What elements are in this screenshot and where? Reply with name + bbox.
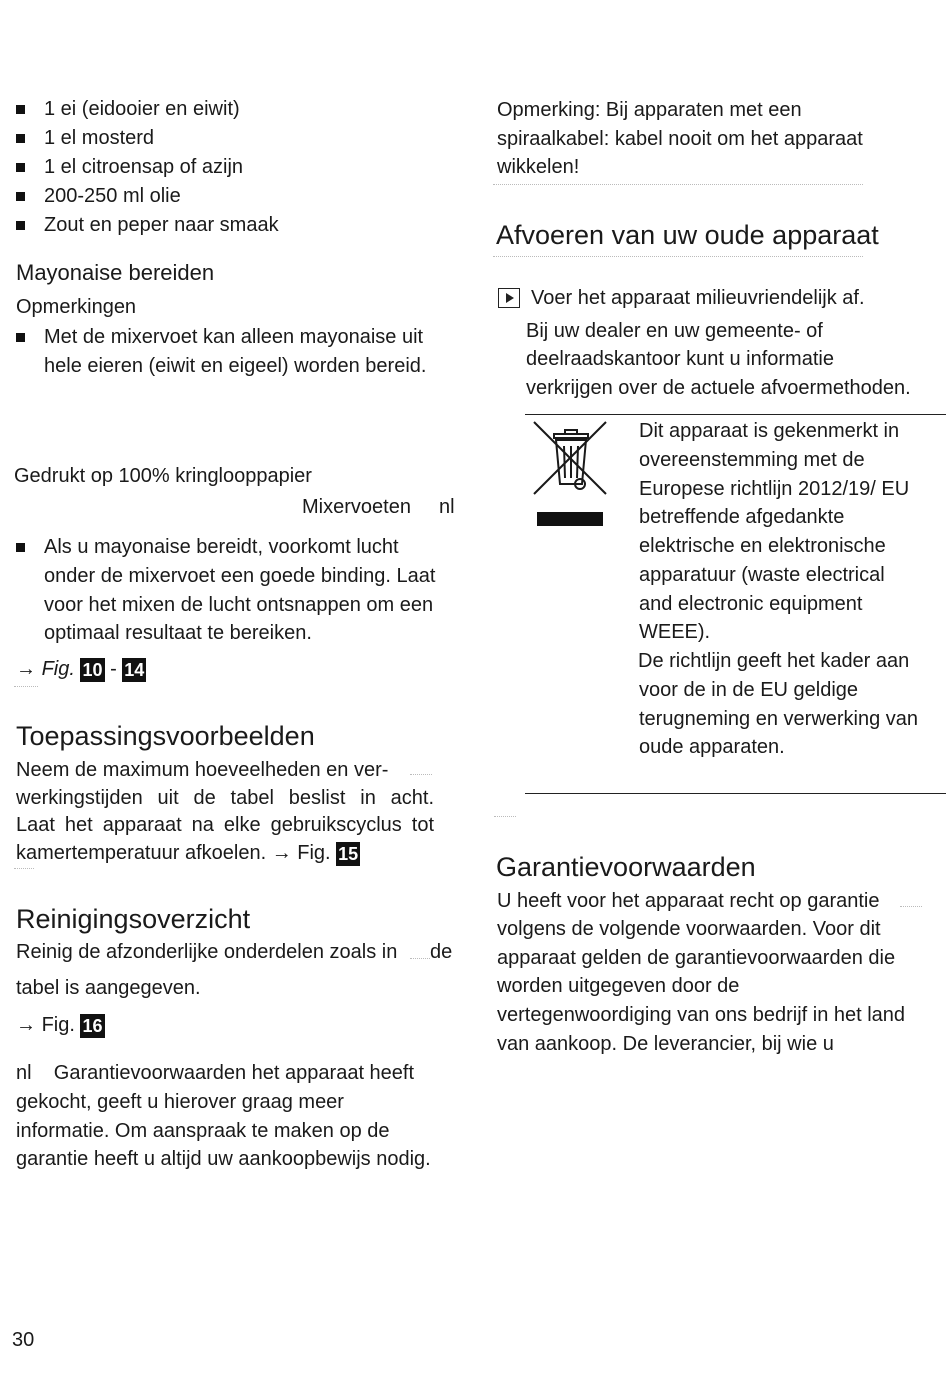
disposal-line: verkrijgen over de actuele afvoermethoden. [526,377,911,399]
examples-heading: Toepassingsvoorbeelden [16,721,315,751]
examples-line: Laat het apparaat na elke gebruikscyclus tot [16,814,434,836]
bullet-icon [16,192,25,201]
figure-number-badge: 10 [82,659,103,680]
weee-line: voor de in de EU geldige [639,679,859,701]
running-head: Mixervoeten [302,496,411,518]
weee-line: Europese richtlijn 2012/19/ EU [639,478,910,500]
weee-line: overeenstemming met de [639,449,865,471]
figure-number-badge: 14 [124,659,145,680]
dotted-separator [410,774,432,776]
weee-line: elektrische en elektronische [639,535,886,557]
guarantee-line: apparaat gelden de garantievoorwaarden die [497,947,896,969]
weee-line: oude apparaten. [639,736,785,758]
weee-box-top-rule [525,414,946,415]
ingredient-item: 200-250 ml olie [44,185,181,207]
arrow-icon: → [16,1014,36,1036]
figure-reference [16,655,146,684]
fig-range-dash: - [110,658,117,680]
weee-line: WEEE). [639,621,711,643]
bullet-icon [16,105,25,114]
note-line: Als u mayonaise bereidt, voorkomt lucht [44,536,399,558]
printed-note: Gedrukt op 100% kringlooppapier [14,465,312,487]
ingredient-item: 1 el mosterd [44,127,155,149]
ingredient-item: Zout en peper naar smaak [44,214,279,236]
figure-number-badge: 16 [82,1015,103,1036]
disposal-heading: Afvoeren van uw oude apparaat [496,220,879,250]
cleaning-heading: Reinigingsoverzicht [16,904,251,934]
cleaning-line-end: de [430,941,453,963]
dotted-separator [493,184,863,186]
remark-line: wikkelen! [497,156,580,178]
examples-line: Neem de maximum hoeveelheden en ver- [16,759,389,781]
note-line: Met de mixervoet kan alleen mayonaise uit [44,326,424,348]
play-step-icon [498,288,520,308]
fig-label: Fig. [41,658,75,680]
note-line: voor het mixen de lucht ontsnappen om een [44,594,434,616]
cleaning-line: Reinig de afzonderlijke onderdelen zoals in [16,941,398,963]
guarantee-line: vertegenwoordiging van ons bedrijf in het land [497,1004,906,1026]
disposal-line: deelraadskantoor kunt u informatie [526,348,834,370]
guarantee-continued-line: gekocht, geeft u hierover graag meer [16,1091,344,1113]
guarantee-line: van aankoop. De leverancier, bij wie u [497,1033,834,1055]
crossed-out-wheelie-bin-icon [530,420,610,530]
dotted-separator [14,868,34,870]
disposal-step: Voer het apparaat milieuvriendelijk af. [531,287,865,309]
weee-line: and electronic equipment [639,593,863,615]
dotted-separator [900,906,922,908]
fig-label: Fig. [41,1014,75,1036]
bullet-icon [16,134,25,143]
figure-number-badge: 15 [338,843,359,864]
running-head-lang: nl [439,496,455,518]
weee-line: Dit apparaat is gekenmerkt in [639,420,900,442]
notes-label: Opmerkingen [16,296,137,318]
examples-last-line [16,839,360,868]
guarantee-continued-line: garantie heeft u altijd uw aankoopbewijs nodig. [16,1148,431,1170]
guarantee-continued-line: informatie. Om aanspraak te maken op de [16,1120,390,1142]
bullet-icon [16,221,25,230]
arrow-icon: → [16,658,36,680]
weee-line: apparatuur (waste electrical [639,564,885,586]
guarantee-heading: Garantievoorwaarden [496,852,756,882]
cleaning-line: tabel is aangegeven. [16,977,201,999]
examples-line: werkingstijden uit de tabel beslist in acht. [16,787,434,809]
weee-line: betreffende afgedankte [639,506,845,528]
weee-box-bottom-rule [525,793,946,794]
arrow-icon: → [271,842,292,864]
guarantee-line: volgens de volgende voorwaarden. Voor dit [497,918,881,940]
dotted-separator [493,256,863,258]
guarantee-line: U heeft voor het apparaat recht op garantie [497,890,880,912]
dotted-separator [494,816,516,818]
note-line: optimaal resultaat te bereiken. [44,622,312,644]
note-line: onder de mixervoet een goede binding. Laat [44,565,436,587]
figure-reference [16,1011,105,1040]
dotted-separator [14,686,38,688]
ingredient-item: 1 el citroensap of azijn [44,156,244,178]
mayo-heading: Mayonaise bereiden [16,260,215,285]
weee-line: De richtlijn geeft het kader aan [638,650,910,672]
note-line: hele eieren (eiwit en eigeel) worden bereid. [44,355,427,377]
bullet-icon [16,163,25,172]
remark-line: spiraalkabel: kabel nooit om het apparaat [497,128,863,150]
bullet-icon [16,333,25,342]
examples-line: kamertemperatuur afkoelen. [16,842,267,864]
guarantee-line: worden uitgegeven door de [497,975,740,997]
guarantee-continued-line: nl Garantievoorwaarden het apparaat heeft [16,1062,415,1084]
weee-line: terugneming en verwerking van [639,708,919,730]
disposal-line: Bij uw dealer en uw gemeente- of [526,320,823,342]
fig-label: Fig. [297,842,331,864]
page-number: 30 [12,1329,35,1351]
dotted-separator [410,958,430,960]
ingredient-item: 1 ei (eidooier en eiwit) [44,98,240,120]
bullet-icon [16,543,25,552]
remark-line: Opmerking: Bij apparaten met een [497,99,802,121]
